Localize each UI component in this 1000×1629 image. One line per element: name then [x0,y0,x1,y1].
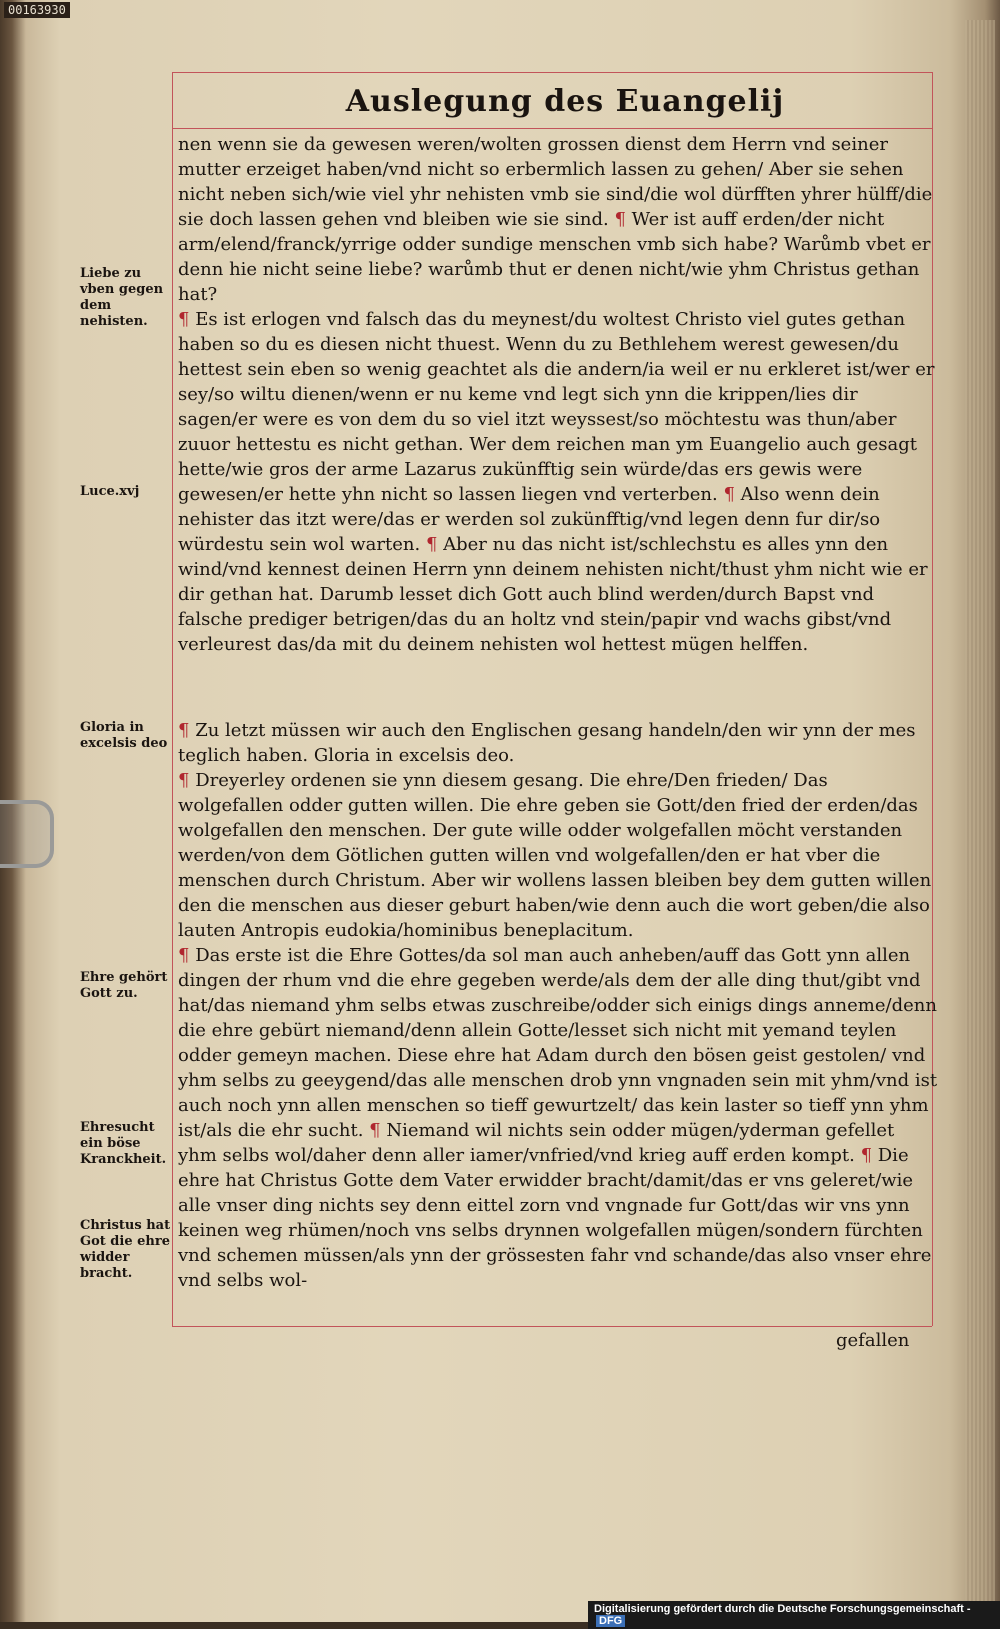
paragraph-mark: ¶ [723,484,735,505]
paragraph: Es ist erlogen vnd falsch das du meynest/du woltest Christo viel gutes gethan haben so du es diesen nicht thuest. Wenn du zu Bethlehem werest gewesen/du hettest sein eben so wenig geachtet als die andern/ia weil er nu erkleret ist/wer er sey/so wiltu dienen/wenn er nu keme vnd legt sich ynn die krippen/lies dir sagen/er were es von dem du so viel itzt weyssest/so möchtestu was thun/aber zuuor hettestu es nicht gethan. Wer dem reichen man ym Euangelio auch gesagt hette/wie gros der arme Lazarus zukünfftig sein würde/das ers gewis were gewesen/er hette yhn nicht so lassen liegen vnd verterben. [178,309,935,505]
bottom-rule [172,1326,932,1327]
dfg-logo-icon: DFG [596,1615,625,1627]
paragraph-mark: ¶ [178,770,190,791]
header-rule [172,128,932,129]
paragraph: Niemand wil nichts sein odder mügen/yderman gefellet yhm selbs wol/daher denn aller iamer/vnfried/vnd krieg auff erden kompt. [178,1120,895,1166]
margin-note: Ehre gehört Gott zu. [80,970,168,1001]
paragraph: Die ehre hat Christus Gotte dem Vater erwidder bracht/damit/das er vns geleret/wie alle vnser ding nichts sey denn eittel zorn vnd vngnade fur Gott/das wir vns ynn keinen weg rhümen/noch vns selbs drynnen wolgefallen mügen/sondern fürchten vnd schemen müssen/als ynn der grössesten fahr vnd schande/das also vnser ehre vnd selbs wol- [178,1145,932,1291]
catchword: gefallen [836,1330,910,1351]
text-block-2 [178,718,938,1293]
paragraph-mark: ¶ [178,720,190,741]
margin-note: Liebe zu vben gegen dem nehisten. [80,266,164,329]
footer-credit [588,1601,1000,1629]
paragraph: Dreyerley ordenen sie ynn diesem gesang. Die ehre/Den frieden/ Das wolgefallen odder gutten willen. Die ehre geben sie Gott/den fried der erden/das wolgefallen den menschen. Der gute wille odder wolgefallen möcht verstanden werden/von dem Götlichen gutten willen vnd wolgefallen/den er hat vber die menschen durch Christum. Aber wir wollens lassen bleiben bey dem gutten willen den die menschen aus dieser geburt haben/wie denn auch die wort geben/die also lauten Antropis eudokia/hominibus beneplacitum. [178,770,932,941]
paragraph-mark: ¶ [369,1120,381,1141]
paragraph-mark: ¶ [178,945,190,966]
paragraph-mark: ¶ [425,534,438,555]
paragraph: Aber nu das nicht ist/schlechstu es alles ynn den wind/vnd kennest deinen Herrn ynn deinem nehisten nicht/thust yhm nicht wie er dir gethan hat. Darumb lesset dich Gott auch blind werden/durch Bapst vnd falsche prediger betrigen/das du an holtz vnd stein/papir vnd wachs gibst/vnd verleurest das/da mit du deinem nehisten wol hettest mügen helffen. [178,534,928,655]
book-clasp [0,800,54,868]
paragraph: Wer ist auff erden/der nicht arm/elend/franck/yrrige odder sundige menschen vmb sich habe? Warůmb vbet er denn hie nicht seine liebe? warůmb thut er denen nicht/wie yhm Christus gethan hat? [178,209,931,305]
footer-credit-text: Digitalisierung gefördert durch die Deutsche Forschungsgemeinschaft - [594,1603,971,1615]
page-edge [965,20,995,1610]
paragraph: Das erste ist die Ehre Gottes/da sol man auch anheben/auff das Gott ynn allen dingen der rhum vnd die ehre gegeben werde/als dem der alle ding thut/gibt vnd hat/das niemand yhm selbs etwas zuschreibe/odder sich einigs dings anneme/denn die ehre gebürt niemand/denn allein Gotte/lesset sich nicht mit yemand teylen odder gemeyn machen. Diese ehre hat Adam durch den bösen geist gestolen/ vnd yhm selbs zu geeygend/das alle menschen drob ynn vngnaden sein mit yhm/vnd ist auch noch ynn allen menschen so tieff gewurtzelt/ das kein laster so tieff ynn yhm ist/als die ehr sucht. [178,945,938,1141]
margin-note: Gloria in excelsis deo [80,720,168,751]
paragraph: Also wenn dein nehister das itzt were/das er werden sol zukünfftig/vnd legen denn fur dir/so würdestu sein wol warten. [178,484,881,555]
shelfmark: 00163930 [4,2,70,18]
margin-note: Christus hat Got die ehre widder bracht. [80,1218,171,1281]
paragraph-mark: ¶ [860,1145,873,1166]
top-rule [172,72,932,73]
margin-note: Luce.xvj [80,484,140,499]
text-block-1 [178,132,938,657]
paragraph: nen wenn sie da gewesen weren/wolten grossen dienst dem Herrn vnd seiner mutter erzeiget haben/vnd nicht so erbermlich lassen zu gehen/ Aber sie sehen nicht neben sich/wie viel yhr nehisten vmb sie sind/die wol dürfften yhrer hülff/die sie doch lassen gehen vnd bleiben wie sie sind. [178,134,933,230]
margin-note: Ehresucht ein böse Kranckheit. [80,1120,167,1167]
paragraph: Zu letzt müssen wir auch den Englischen gesang handeln/den wir ynn der mes teglich haben. Gloria in excelsis deo. [178,720,916,766]
paragraph-mark: ¶ [614,209,626,230]
running-title: Auslegung des Euangelij [345,84,785,119]
paragraph-mark: ¶ [178,309,190,330]
